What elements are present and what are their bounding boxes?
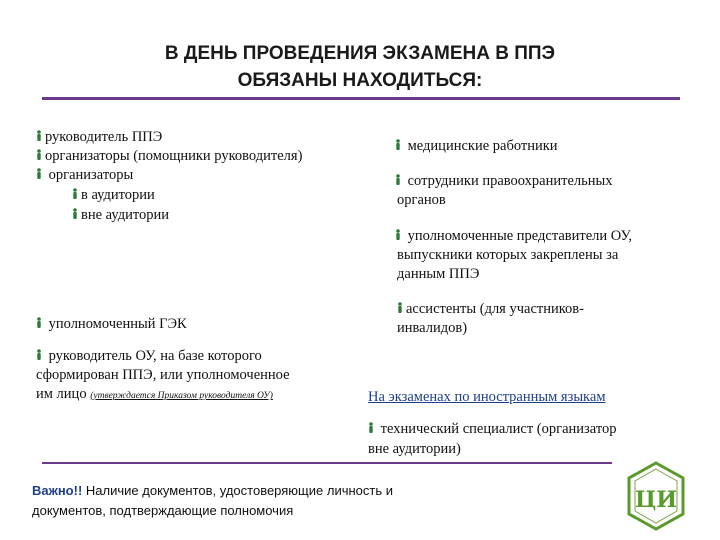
text-line: органов — [397, 192, 446, 208]
item-label: уполномоченный ГЭК — [45, 316, 187, 332]
person-icon — [36, 168, 42, 179]
item-label: в аудитории — [81, 187, 155, 203]
logo-text: ЦИ — [634, 487, 678, 513]
text-line: выпускники которых закреплены за — [397, 247, 619, 263]
title-line-2: ОБЯЗАНЫ НАХОДИТЬСЯ: — [237, 70, 483, 91]
text-line — [36, 385, 273, 406]
important-note — [32, 481, 393, 521]
list-item-police — [395, 172, 613, 191]
list-item-organizers — [36, 166, 133, 185]
top-divider — [42, 97, 680, 100]
item-label: организаторы — [45, 167, 134, 183]
order-note: (утверждается Приказом руководителя ОУ) — [90, 391, 273, 401]
person-icon — [36, 149, 42, 160]
list-item-head-ppe — [36, 128, 162, 147]
note-text: Наличие документов, удостоверяющие личность и — [82, 483, 393, 498]
list-item-gek — [36, 315, 187, 334]
list-item-assistants — [397, 300, 584, 319]
bottom-divider — [42, 462, 612, 464]
person-icon — [72, 188, 78, 199]
important-label: Важно!! — [32, 483, 83, 498]
list-item-outside-room — [72, 206, 169, 225]
item-label: руководитель ОУ, на базе которого — [45, 348, 262, 364]
text-line: инвалидов) — [397, 320, 468, 336]
item-label: медицинские работники — [404, 138, 558, 154]
text-line: данным ППЭ — [397, 266, 480, 282]
person-icon — [395, 139, 401, 150]
note-text-line-2: документов, подтверждающие полномочия — [32, 503, 294, 518]
item-label: технический специалист (организатор — [377, 421, 617, 437]
logo — [624, 460, 688, 537]
list-item-organizers-assist — [36, 147, 302, 166]
item-label: ассистенты (для участников- — [406, 301, 584, 317]
list-item-representatives — [395, 227, 632, 246]
foreign-language-heading[interactable]: На экзаменах по иностранным языкам — [368, 389, 606, 405]
person-icon — [395, 229, 401, 240]
person-icon — [397, 302, 403, 313]
item-label: уполномоченные представители ОУ, — [404, 228, 632, 244]
text-line: вне аудитории) — [368, 441, 461, 457]
list-item-tech-specialist — [368, 420, 616, 439]
item-label: руководитель ППЭ — [45, 129, 163, 145]
page-title — [0, 40, 720, 94]
text-fragment: им лицо — [36, 386, 87, 402]
title-line-1: В ДЕНЬ ПРОВЕДЕНИЯ ЭКЗАМЕНА В ППЭ — [164, 43, 556, 64]
item-label: сотрудники правоохранительных — [404, 173, 613, 189]
list-item-head-ou — [36, 347, 262, 366]
item-label: организаторы (помощники руководителя) — [45, 148, 303, 164]
person-icon — [36, 317, 42, 328]
person-icon — [368, 422, 374, 433]
person-icon — [395, 174, 401, 185]
person-icon — [36, 130, 42, 141]
list-item-in-room — [72, 186, 155, 205]
list-item-medical — [395, 137, 558, 156]
person-icon — [72, 208, 78, 219]
person-icon — [36, 349, 42, 360]
item-label: вне аудитории — [81, 207, 170, 223]
text-line: сформирован ППЭ, или уполномоченное — [36, 367, 290, 383]
